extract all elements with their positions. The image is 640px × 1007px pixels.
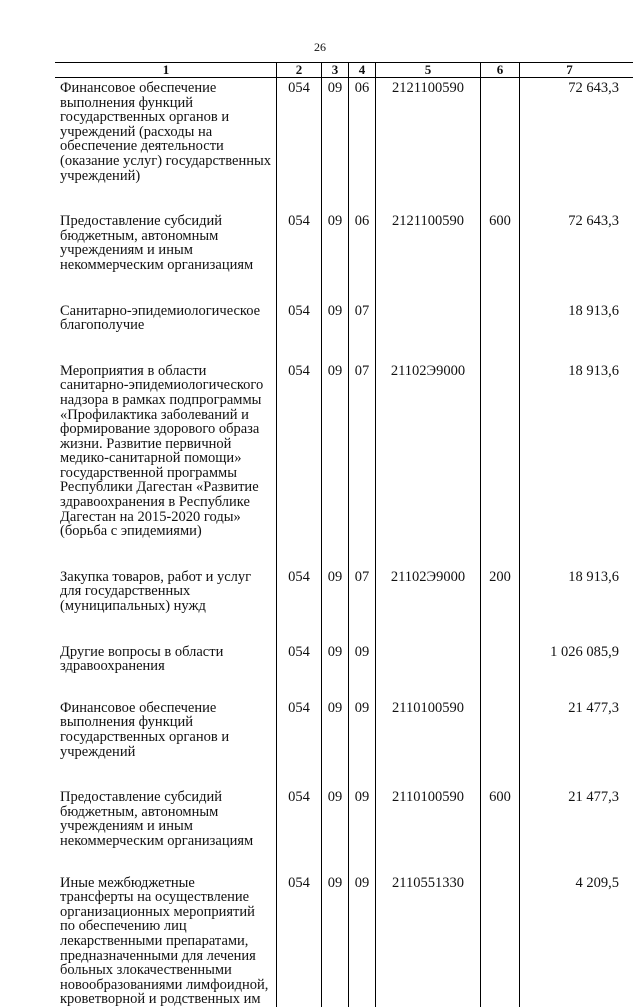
- table-header-row: [55, 63, 633, 78]
- row-vr-cell: 600: [481, 211, 520, 300]
- row-gr-cell: 054: [277, 642, 322, 698]
- row-pr-cell: 07: [349, 567, 376, 642]
- row-rz-cell: 09: [322, 642, 349, 698]
- row-pr-cell: 07: [349, 361, 376, 567]
- row-vr-cell: [481, 301, 520, 361]
- row-sum-cell: 18 913,6: [520, 361, 634, 567]
- row-rz-cell: 09: [322, 301, 349, 361]
- row-sum-cell: 21 477,3: [520, 698, 634, 787]
- row-csr-cell: 2110100590: [376, 698, 481, 787]
- row-name-cell: Финансовое обеспечение выполнения функций государственных органов и учреждений (расходы на обеспечение деятельности (оказание услуг) государственных учреждений): [60, 80, 271, 184]
- row-name-cell: Финансовое обеспечение выполнения функций государственных органов и учреждений: [60, 699, 230, 760]
- row-sum-cell: 4 209,5: [520, 873, 634, 1007]
- row-vr-cell: [481, 78, 520, 212]
- table-row: [55, 361, 633, 567]
- header-col-2: 2: [277, 63, 322, 78]
- row-name-cell: Закупка товаров, работ и услуг для государственных (муниципальных) нужд: [60, 568, 252, 615]
- row-rz-cell: 09: [322, 787, 349, 872]
- row-pr-cell: 09: [349, 698, 376, 787]
- row-pr-cell: 06: [349, 211, 376, 300]
- row-rz-cell: 09: [322, 211, 349, 300]
- row-sum-cell: 72 643,3: [520, 211, 634, 300]
- row-rz-cell: 09: [322, 361, 349, 567]
- row-pr-cell: 09: [349, 873, 376, 1007]
- table-row: [55, 211, 633, 300]
- row-vr-cell: [481, 642, 520, 698]
- row-rz-cell: 09: [322, 698, 349, 787]
- row-gr-cell: 054: [277, 301, 322, 361]
- row-vr-cell: 600: [481, 787, 520, 872]
- row-pr-cell: 09: [349, 787, 376, 872]
- row-sum-cell: 18 913,6: [520, 567, 634, 642]
- row-csr-cell: [376, 301, 481, 361]
- row-name-cell: Мероприятия в области санитарно-эпидемиологического надзора в рамках подпрограммы «Профилактика заболеваний и формирование здорового образа жизни. Развитие первичной медико-санитарной помощи» государственной программы Республики Дагестан «Развитие здравоохранения в Республике Дагестан на 2015-2020 годы» (борьба с эпидемиями): [60, 362, 264, 540]
- row-vr-cell: 200: [481, 567, 520, 642]
- row-name-cell: Предоставление субсидий бюджетным, автономным учреждениям и иным некоммерческим организациям: [60, 213, 254, 273]
- row-csr-cell: 21102Э9000: [376, 567, 481, 642]
- row-vr-cell: [481, 698, 520, 787]
- row-csr-cell: 2110551330: [376, 873, 481, 1007]
- row-name-cell: Иные межбюджетные трансферты на осуществление организационных мероприятий по обеспечению лиц лекарственными препаратами, предназначенными для лечения больных злокачественными новообразованиями лимфоидной, кроветворной и родственных им: [60, 874, 269, 1007]
- row-csr-cell: 2121100590: [376, 211, 481, 300]
- row-sum-cell: 18 913,6: [520, 301, 634, 361]
- row-sum-cell: 21 477,3: [520, 787, 634, 872]
- header-col-4: 4: [349, 63, 376, 78]
- row-csr-cell: [376, 642, 481, 698]
- row-gr-cell: 054: [277, 361, 322, 567]
- row-gr-cell: 054: [277, 78, 322, 212]
- row-gr-cell: 054: [277, 567, 322, 642]
- row-pr-cell: 09: [349, 642, 376, 698]
- row-sum-cell: 1 026 085,9: [520, 642, 634, 698]
- row-csr-cell: 2110100590: [376, 787, 481, 872]
- row-rz-cell: 09: [322, 567, 349, 642]
- header-col-6: 6: [481, 63, 520, 78]
- row-csr-cell: 2121100590: [376, 78, 481, 212]
- row-pr-cell: 07: [349, 301, 376, 361]
- table-row: [55, 301, 633, 361]
- table-body: [55, 78, 633, 1007]
- row-gr-cell: 054: [277, 873, 322, 1007]
- page-number: 26: [314, 40, 326, 54]
- row-rz-cell: 09: [322, 78, 349, 212]
- row-vr-cell: [481, 873, 520, 1007]
- row-name-cell: Другие вопросы в области здравоохранения: [60, 643, 224, 675]
- row-rz-cell: 09: [322, 873, 349, 1007]
- table-row: [55, 873, 633, 1007]
- row-csr-cell: 21102Э9000: [376, 361, 481, 567]
- row-vr-cell: [481, 361, 520, 567]
- row-gr-cell: 054: [277, 211, 322, 300]
- budget-table: [55, 62, 633, 1007]
- row-name-cell: Предоставление субсидий бюджетным, автономным учреждениям и иным некоммерческим организациям: [60, 789, 254, 849]
- row-sum-cell: 72 643,3: [520, 78, 634, 212]
- table-row: [55, 642, 633, 698]
- header-col-7: 7: [520, 63, 634, 78]
- row-gr-cell: 054: [277, 787, 322, 872]
- row-name-cell: Санитарно-эпидемиологическое благополучие: [60, 302, 261, 334]
- header-col-3: 3: [322, 63, 349, 78]
- table-row: [55, 78, 633, 212]
- row-pr-cell: 06: [349, 78, 376, 212]
- header-col-1: 1: [55, 63, 277, 78]
- table-row: [55, 567, 633, 642]
- table-row: [55, 698, 633, 787]
- table-row: [55, 787, 633, 872]
- header-col-5: 5: [376, 63, 481, 78]
- row-gr-cell: 054: [277, 698, 322, 787]
